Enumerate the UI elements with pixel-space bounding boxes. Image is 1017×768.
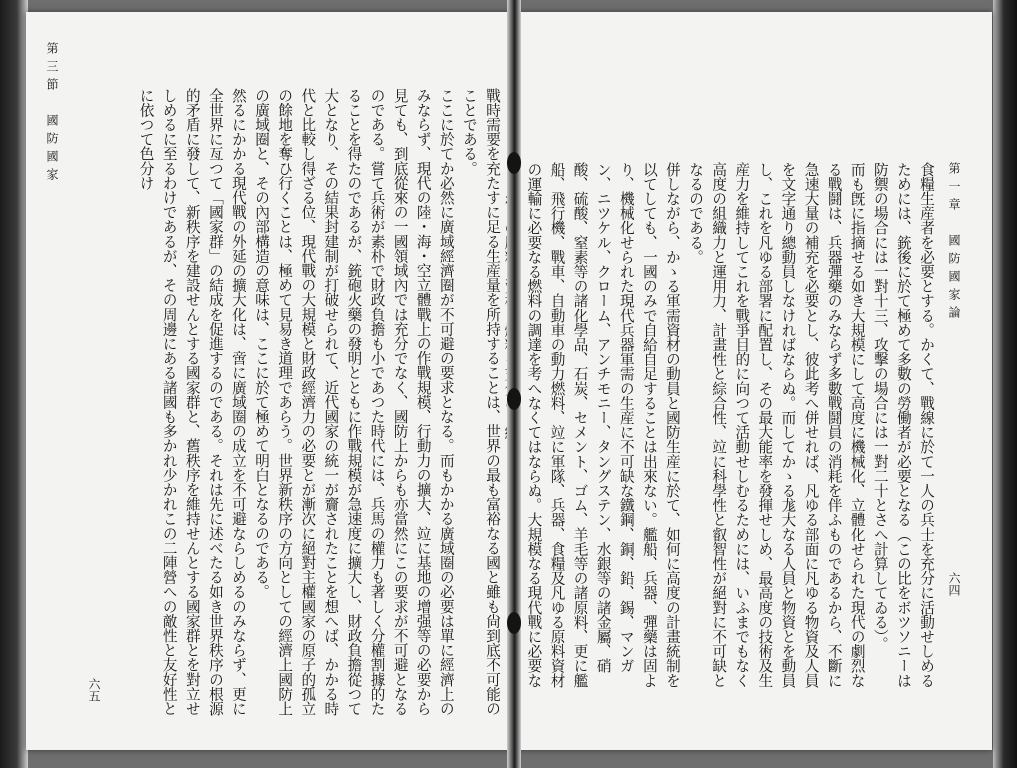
paragraph: 戰時需要を充たすに足る生産量を所持することは、世界の最も富裕なる國と雖も尙到底不可能のことである。 bbox=[460, 88, 501, 716]
paragraph: 然るにかかる現代戰の外延の擴大化は、啻に廣域圈の成立を不可避ならしめるのみならず、更に全世界に亙つて「國家群」の結成を促進するのである。それは先に述べたる如き世界秩序の根源的矛盾に發して、新秩序を建設せんとする國家群と、舊秩序を維持せんとする國家群とを對立せしめるに至るわけであるが、その周邊にある諸國も多かれ少かれこの二陣營への敵性と友好性とに依つて色分け bbox=[137, 88, 247, 716]
right-page bbox=[516, 12, 992, 750]
paragraph: 而も旣に指摘せる如き大規模にして高度に機械化、立體化せられた現代の劇烈なる戰鬪は、兵器彈藥のみならず多數戰鬪員の消耗を伴ふものであるから、不斷に急速大量の補充を必要とし、彼此考へ併せれば、凡ゆる部面に凡ゆる物資及人員を文字通り總動員しなければならぬ。而してかゝる尨大なる人員と物資とを動員し、これを凡ゆる部署に配置し、その最大能率を發揮せしめ、最高度の技術及生産力を維持してこれを戰爭目的に向つて活動せしむるためには、いふまでもなく高度の組織力と運用力、計畫性と綜合性、竝に科學性と叡智性が絕對に不可缺となるのである。 bbox=[687, 162, 866, 688]
book-gutter bbox=[507, 0, 521, 768]
binding-thread-top bbox=[507, 152, 521, 174]
book-edge-right bbox=[993, 0, 1017, 768]
paragraph: 食糧生産者を必要とする。かくて、戰線に於て一人の兵士を充分に活動せしめるためには、銃後に於て極めて多數の勞働者が必要となる（この比をボツソニーは防禦の場合には一對十三、攻擊の場合には一對二十とさへ計算してゐる）。 bbox=[871, 162, 935, 688]
page-number-left: 六五 bbox=[87, 678, 101, 702]
binding-thread-middle bbox=[507, 388, 521, 410]
paragraph: 併しながら、かゝる軍需資材の動員と國防生産に於て、如何に高度の計畫統制を以てしても、一國のみで自給自足することは出來ない。艦船、兵器、彈藥は固より、機械化せられた現代兵器軍需の生産に不可缺な鐵鋼、銅、鉛、錫、マンガン、ニツケル、クローム、アンチモニー、タングステン、水銀等の諸金屬、硝酸、硫酸、窒素等の諸化學品、石炭、セメント、ゴム、羊毛等の諸原料、更に艦船、飛行機、戰車、自動車の動力燃料、竝に軍隊、兵器、食糧及凡ゆる原料資材の運輸に必要なる燃料の調達を考へなくてはならぬ。大規模なる現代戰に必要な bbox=[525, 162, 681, 688]
running-head-left: 第三節 國防國家 bbox=[45, 42, 59, 186]
binding-thread-bottom bbox=[507, 612, 521, 634]
right-page-text bbox=[525, 162, 938, 702]
running-head-right: 第一章 國防國家論 bbox=[947, 162, 961, 324]
left-page-text bbox=[108, 88, 504, 728]
book-edge-left bbox=[0, 0, 28, 768]
page-number-right: 六四 bbox=[947, 572, 961, 596]
left-page bbox=[26, 12, 510, 750]
paragraph: ここに於てか必然に廣域經濟圈が不可避の要求となる。而もかかる廣域圈の必要は單に經濟上のみならず、現代の陸・海・空立體戰上の作戰規模、行動力の擴大、竝に基地の增强等の必要から見ても、到底從來の一國領域內では充分でなく、國防上からも亦當然にこの要求が不可避となるのである。嘗て兵術が素朴で財政負擔も小であつた時代には、兵馬の權力も著しく分權割據的たることを得たのであるが、銃砲火藥の發明とともに作戰規模が急速度に擴大し、財政負擔從つて大となり、その結果封建制が打破せられて、近代國家の統一が齎されたことを想へば、かかる時代と比較し得ざる位、現代戰の大規模と財政經濟力の必要とが漸次に絕對主權國家の原子的孤立の餘地を奪ひ行くことは、極めて見易き道理であらう。世界新秩序の方向としての經濟上國防上の廣域圈と、その內部構造の意味は、ここに於て極めて明白となるのである。 bbox=[253, 88, 455, 716]
